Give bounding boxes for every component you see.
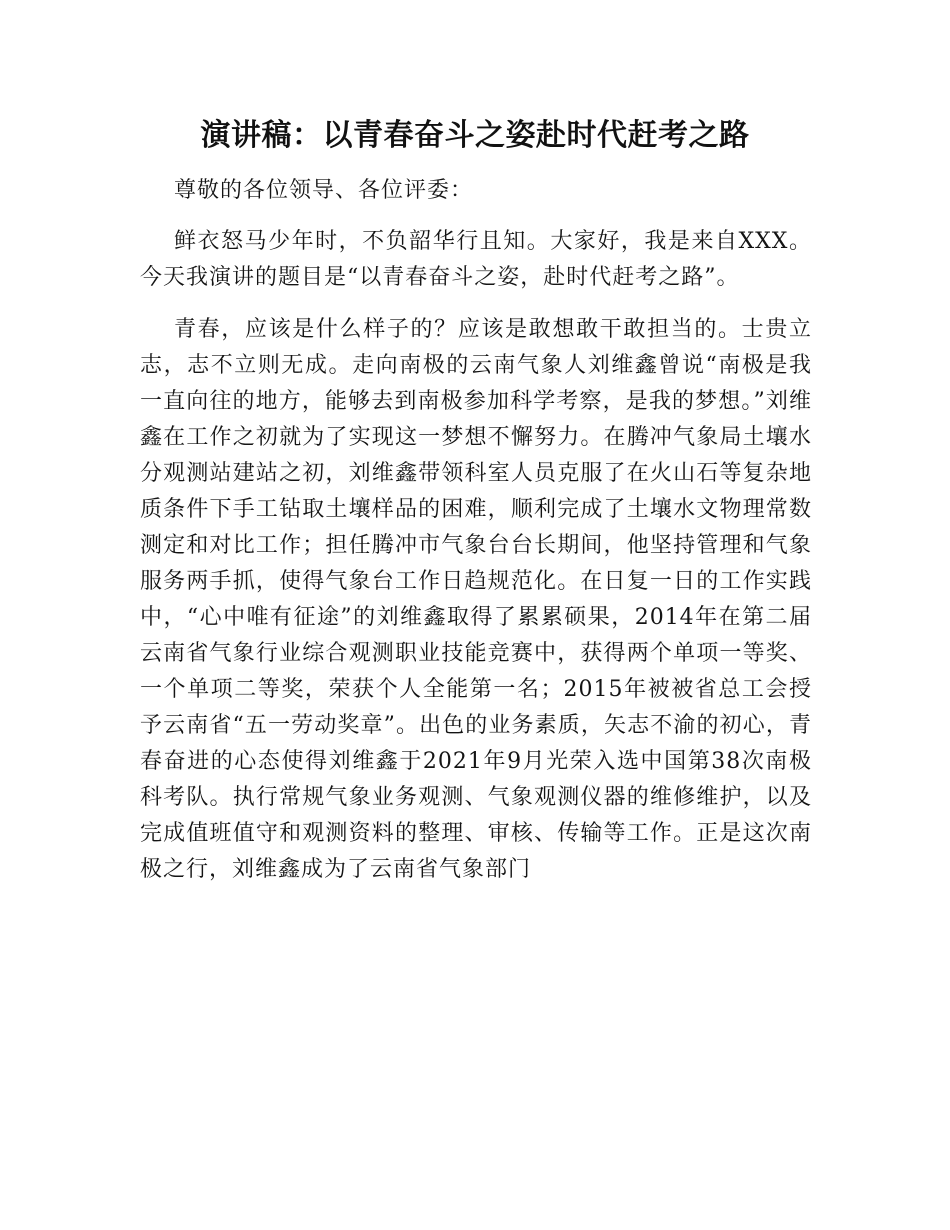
paragraph-youth: 青春，应该是什么样子的？应该是敢想敢干敢担当的。士贵立志，志不立则无成。走向南极的云南气象人刘维鑫曾说“南极是我一直向往的地方，能够去到南极参加科学考察，是我的梦想。”刘维鑫在工作之初就为了实现这一梦想不懈努力。在腾冲气象局土壤水分观测站建站之初，刘维鑫带领科室人员克服了在火山石等复杂地质条件下手工钻取土壤样品的困难，顺利完成了土壤水文物理常数测定和对比工作；担任腾冲市气象台台长期间，他坚持管理和气象服务两手抓，使得气象台工作日趋规范化。在日复一日的工作实践中，“心中唯有征途”的刘维鑫取得了累累硕果，2014年在第二届云南省气象行业综合观测职业技能竞赛中，获得两个单项一等奖、一个单项二等奖，荣获个人全能第一名；2015年被被省总工会授予云南省“五一劳动奖章”。出色的业务素质，矢志不渝的初心，青春奋进的心态使得刘维鑫于2021年9月光荣入选中国第38次南极科考队。执行常规气象业务观测、气象观测仪器的维修维护，以及完成值班值守和观测资料的整理、审核、传输等工作。正是这次南极之行，刘维鑫成为了云南省气象部门 (140, 317, 812, 882)
paragraph-opening: 鲜衣怒马少年时，不负韶华行且知。大家好，我是来自XXX。今天我演讲的题目是“以青春奋斗之姿，赴时代赶考之路”。 (140, 229, 812, 290)
document-title: 演讲稿：以青春奋斗之姿赴时代赶考之路 (200, 118, 750, 153)
document-body (140, 170, 812, 904)
salutation: 尊敬的各位领导、各位评委： (174, 178, 474, 203)
